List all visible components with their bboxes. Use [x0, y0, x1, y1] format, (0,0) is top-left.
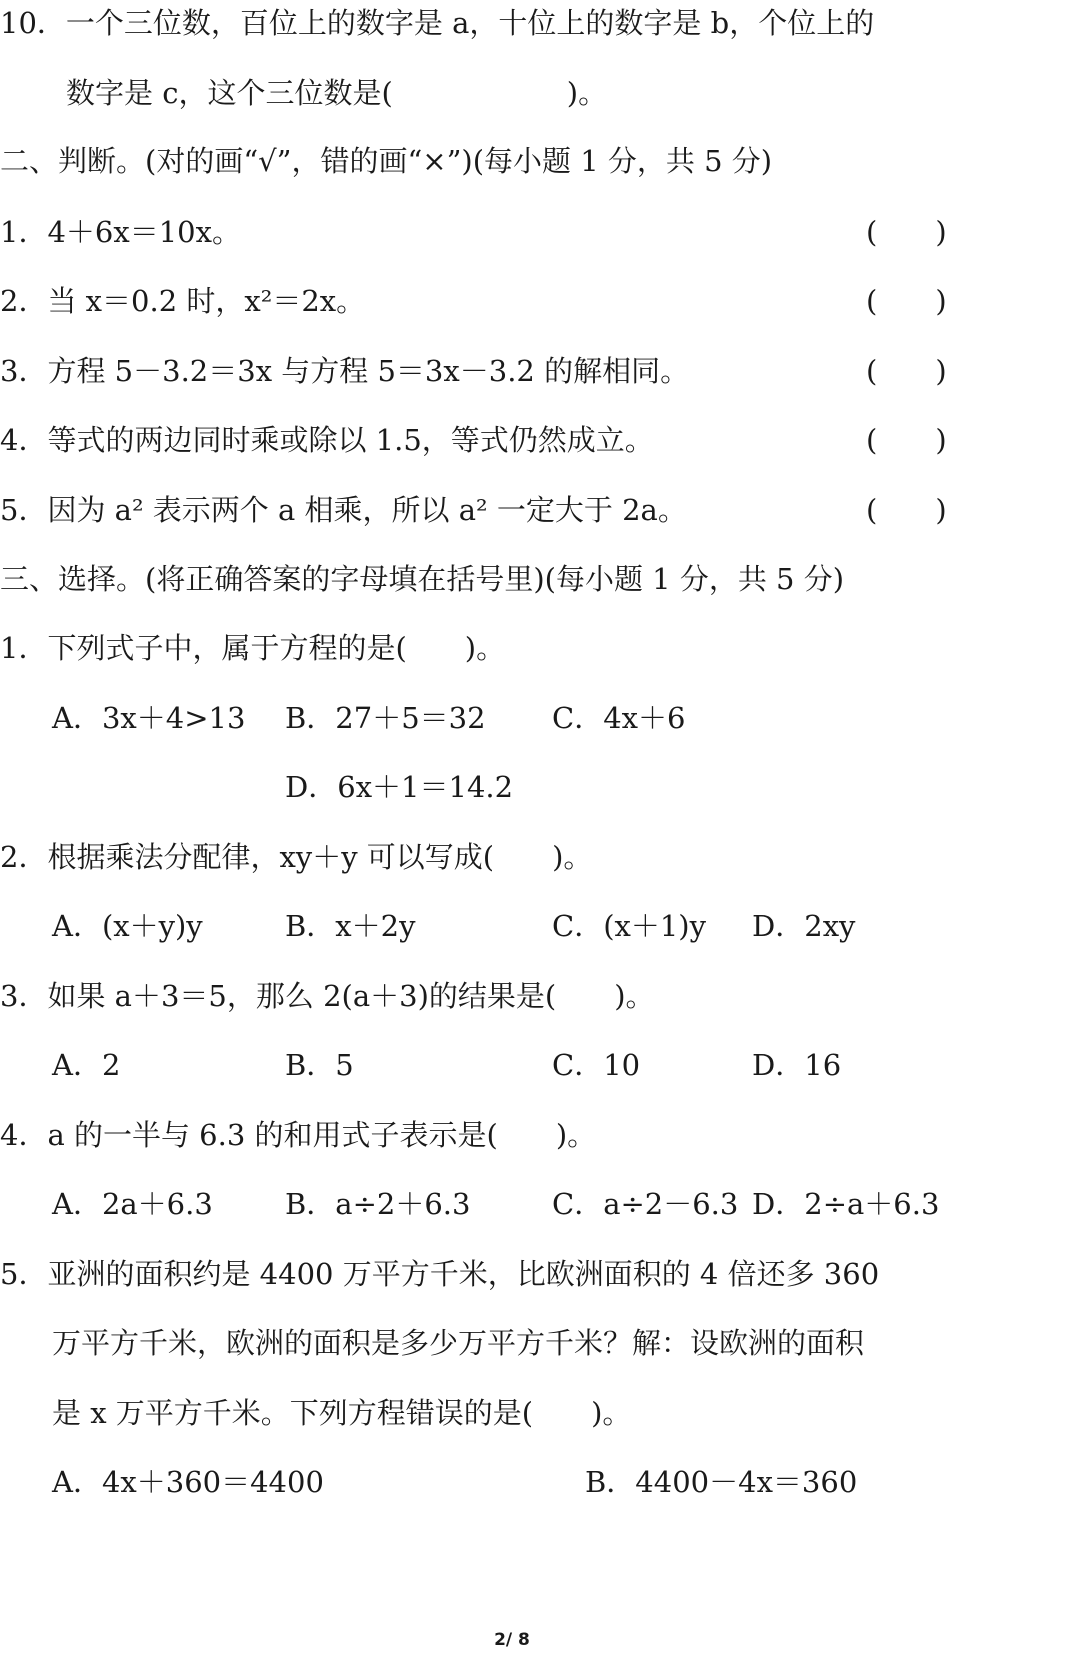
q4-option-c[interactable]: C．a÷2－6.3 [552, 1187, 739, 1221]
answer-paren-1[interactable]: ( ) [866, 215, 947, 249]
q4-option-b[interactable]: B．a÷2＋6.3 [285, 1187, 471, 1221]
judge-item-4: 4．等式的两边同时乘或除以 1.5，等式仍然成立。 [0, 423, 654, 457]
q3-option-b[interactable]: B．5 [285, 1048, 354, 1082]
answer-paren-4[interactable]: ( ) [866, 423, 947, 457]
q3-option-a[interactable]: A．2 [52, 1048, 121, 1082]
answer-paren-3[interactable]: ( ) [866, 354, 947, 388]
q4-option-a[interactable]: A．2a＋6.3 [52, 1187, 213, 1221]
q4-option-d[interactable]: D．2÷a＋6.3 [752, 1187, 940, 1221]
choice-q3-stem: 3．如果 a＋3＝5，那么 2(a＋3)的结果是( )。 [0, 979, 655, 1013]
q2-option-b[interactable]: B．x＋2y [285, 909, 416, 943]
answer-paren-2[interactable]: ( ) [866, 284, 947, 318]
page-number: 2/ 8 [494, 1630, 530, 1650]
q5-option-b[interactable]: B．4400－4x＝360 [585, 1465, 858, 1499]
judge-item-2: 2．当 x＝0.2 时，x²＝2x。 [0, 284, 366, 318]
q2-option-d[interactable]: D．2xy [752, 909, 856, 943]
choice-q5-line1: 5．亚洲的面积约是 4400 万平方千米，比欧洲面积的 4 倍还多 360 [0, 1257, 880, 1291]
q2-option-c[interactable]: C．(x＋1)y [552, 909, 707, 943]
judge-item-1: 1．4＋6x＝10x。 [0, 215, 241, 249]
choice-q4-stem: 4．a 的一半与 6.3 的和用式子表示是( )。 [0, 1118, 597, 1152]
q1-option-b[interactable]: B．27＋5＝32 [285, 701, 486, 735]
choice-q5-line2: 万平方千米，欧洲的面积是多少万平方千米？解：设欧洲的面积 [52, 1326, 865, 1360]
choice-q1-stem: 1．下列式子中，属于方程的是( )。 [0, 631, 506, 665]
q1-option-a[interactable]: A．3x＋4>13 [52, 701, 246, 735]
section3-heading: 三、选择。(将正确答案的字母填在括号里)(每小题 1 分，共 5 分) [0, 562, 845, 596]
q3-option-d[interactable]: D．16 [752, 1048, 842, 1082]
q10-line1: 10．一个三位数，百位上的数字是 a，十位上的数字是 b，个位上的 [0, 6, 875, 40]
q2-option-a[interactable]: A．(x＋y)y [52, 909, 203, 943]
q1-option-d[interactable]: D．6x＋1＝14.2 [285, 770, 514, 804]
q5-option-a[interactable]: A．4x＋360＝4400 [52, 1465, 324, 1499]
choice-q5-line3: 是 x 万平方千米。下列方程错误的是( )。 [52, 1396, 632, 1430]
judge-item-5: 5．因为 a² 表示两个 a 相乘，所以 a² 一定大于 2a。 [0, 493, 687, 527]
choice-q2-stem: 2．根据乘法分配律，xy＋y 可以写成( )。 [0, 840, 593, 874]
section2-heading: 二、判断。(对的画“√”，错的画“×”)(每小题 1 分，共 5 分) [0, 144, 773, 178]
judge-item-3: 3．方程 5－3.2＝3x 与方程 5＝3x－3.2 的解相同。 [0, 354, 690, 388]
q1-option-c[interactable]: C．4x＋6 [552, 701, 686, 735]
answer-paren-5[interactable]: ( ) [866, 493, 947, 527]
q10-line2: 数字是 c，这个三位数是( )。 [66, 76, 608, 110]
q3-option-c[interactable]: C．10 [552, 1048, 641, 1082]
